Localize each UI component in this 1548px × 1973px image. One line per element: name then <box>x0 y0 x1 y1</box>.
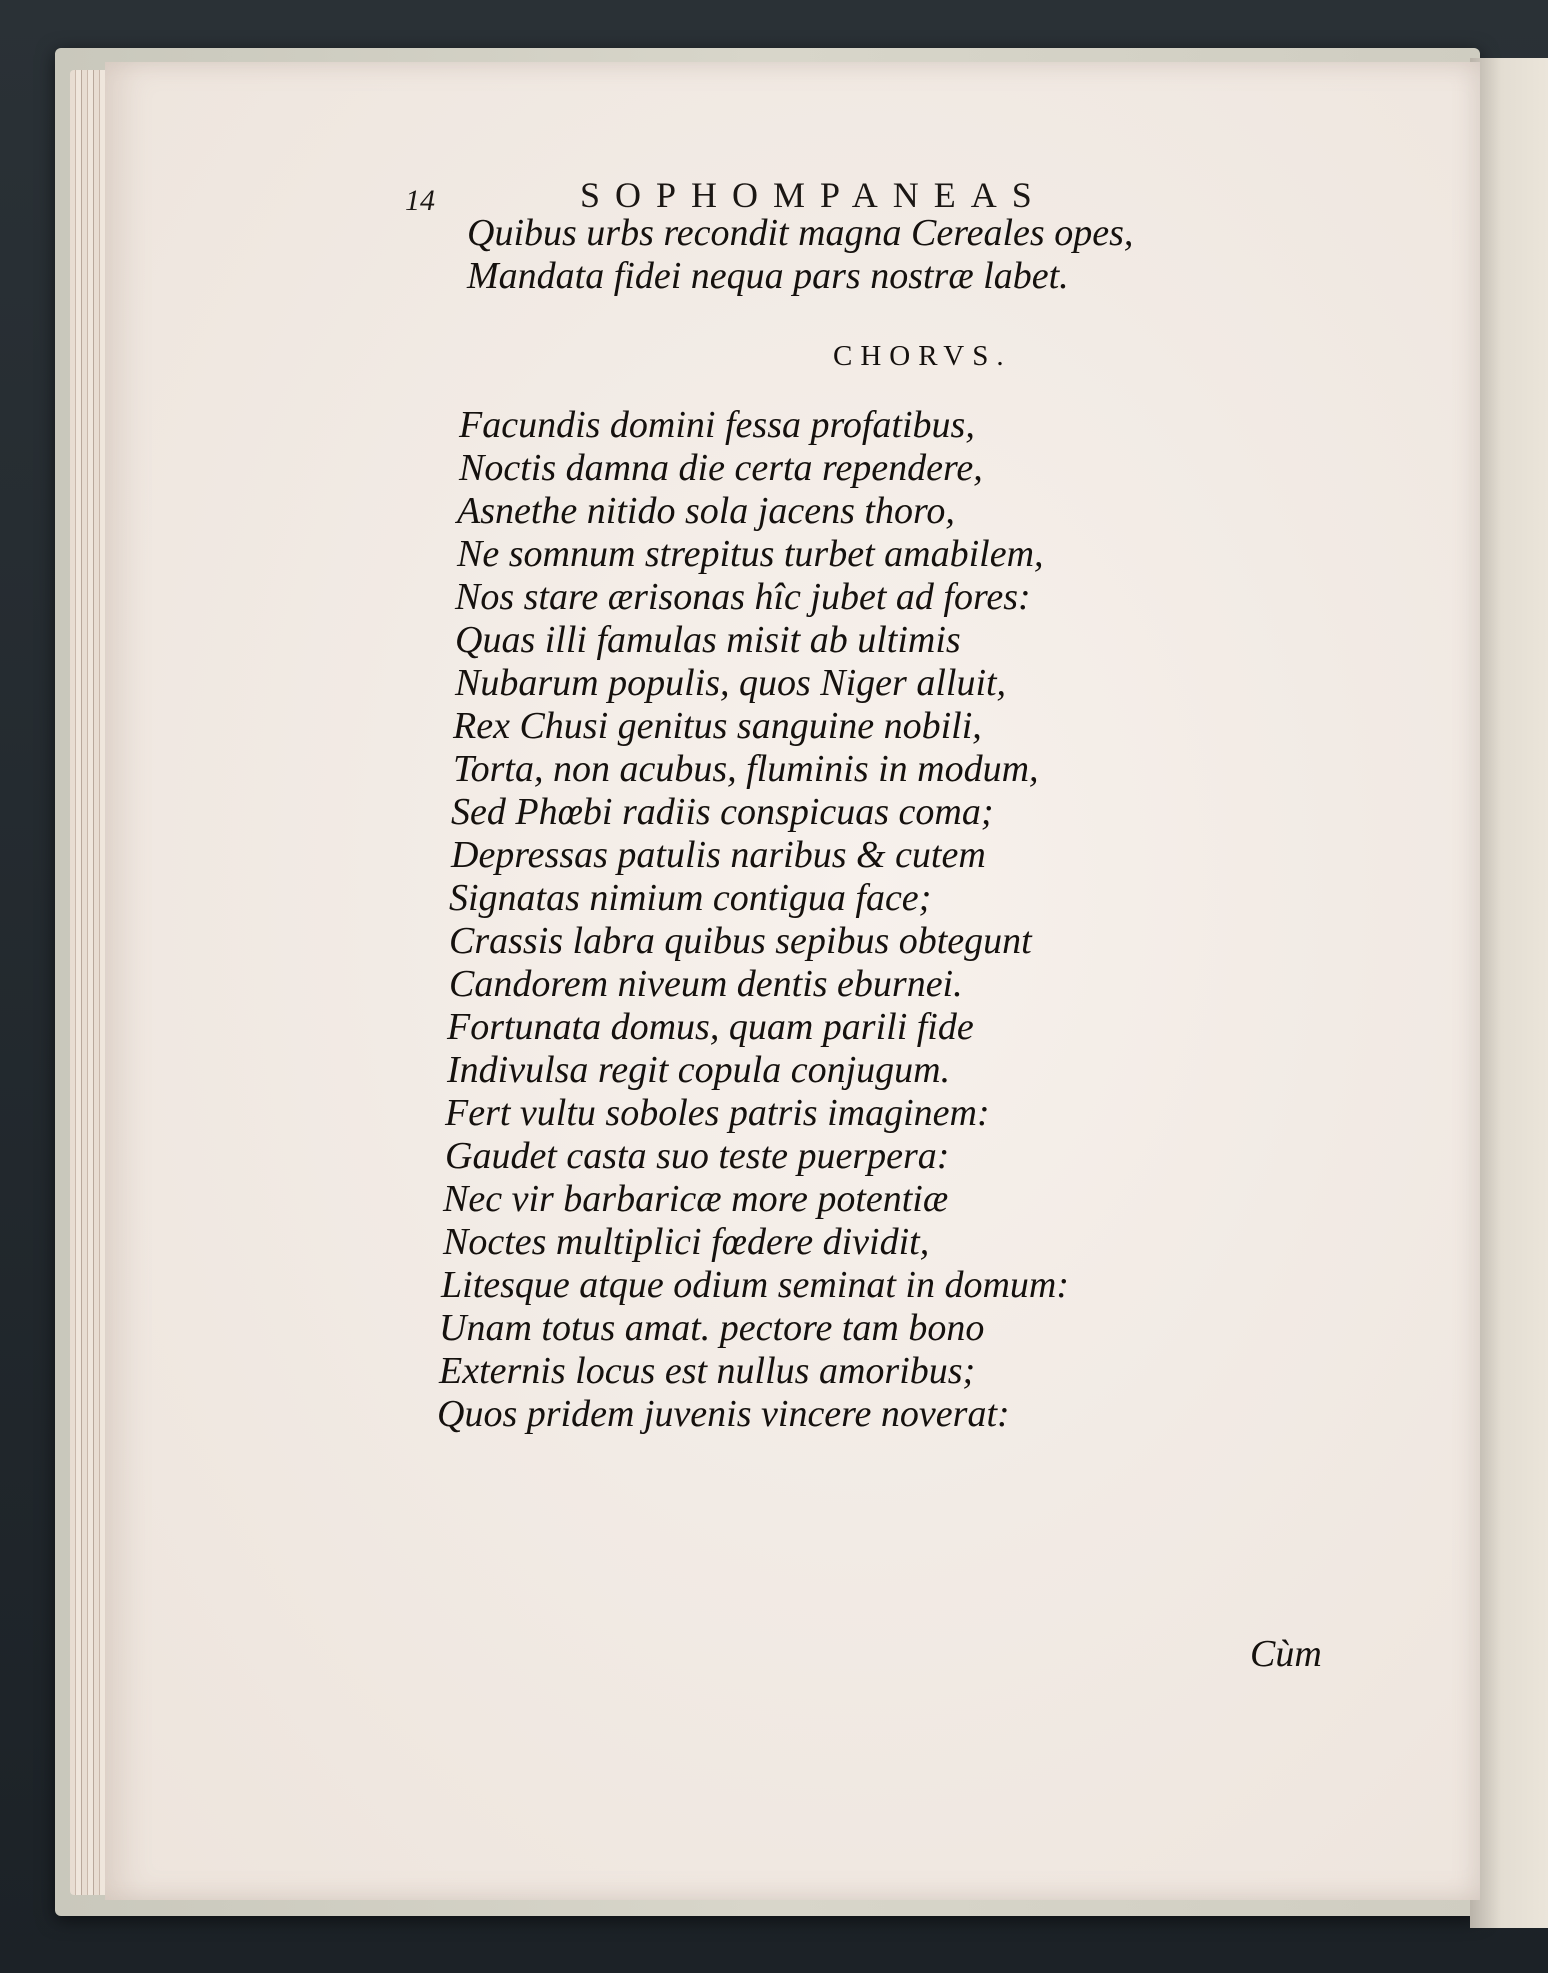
chorus-heading: CHORVS. <box>833 340 1012 372</box>
verse-line: Signatas nimium contigua face; <box>449 877 932 919</box>
verse-line: Noctes multiplici fœdere dividit, <box>443 1221 930 1263</box>
verse-line: Quas illi famulas misit ab ultimis <box>455 619 961 661</box>
page-number: 14 <box>405 184 435 217</box>
verse-line: Nec vir barbaricæ more potentiæ <box>443 1178 949 1220</box>
verse-line: Mandata fidei nequa pars nostræ labet. <box>467 255 1069 297</box>
verse-line: Quibus urbs recondit magna Cereales opes, <box>467 212 1134 254</box>
verse-line: Fert vultu soboles patris imaginem: <box>445 1092 990 1134</box>
verse-line: Quos pridem juvenis vincere noverat: <box>437 1393 1010 1435</box>
verse-line: Torta, non acubus, fluminis in modum, <box>453 748 1039 790</box>
verse-line: Rex Chusi genitus sanguine nobili, <box>453 705 982 747</box>
verse-line: Candorem niveum dentis eburnei. <box>449 963 963 1005</box>
verse-line: Crassis labra quibus sepibus obtegunt <box>449 920 1032 962</box>
catchword: Cùm <box>1250 1633 1322 1675</box>
verse-line: Unam totus amat. pectore tam bono <box>439 1307 985 1349</box>
verse-line: Litesque atque odium seminat in domum: <box>441 1264 1070 1306</box>
verse-line: Nos stare ærisonas hîc jubet ad fores: <box>455 576 1031 618</box>
verse-line: Noctis damna die certa rependere, <box>459 447 983 489</box>
verse-line: Facundis domini fessa profatibus, <box>459 404 975 446</box>
book-page <box>105 62 1480 1900</box>
verse-line: Depressas patulis naribus & cutem <box>451 834 986 876</box>
facing-page-edge <box>1470 58 1548 1928</box>
running-title: SOPHOMPANEAS <box>580 175 1047 215</box>
verse-line: Fortunata domus, quam parili fide <box>447 1006 974 1048</box>
verse-line: Gaudet casta suo teste puerpera: <box>445 1135 950 1177</box>
verse-line: Sed Phœbi radiis conspicuas coma; <box>451 791 994 833</box>
verse-line: Externis locus est nullus amoribus; <box>439 1350 976 1392</box>
verse-line: Indivulsa regit copula conjugum. <box>447 1049 951 1091</box>
chorus-verses <box>435 404 1435 1436</box>
text-block <box>435 212 1435 1436</box>
verse-line: Ne somnum strepitus turbet amabilem, <box>457 533 1044 575</box>
verse-line: Asnethe nitido sola jacens thoro, <box>457 490 955 532</box>
verse-line: Nubarum populis, quos Niger alluit, <box>455 662 1007 704</box>
